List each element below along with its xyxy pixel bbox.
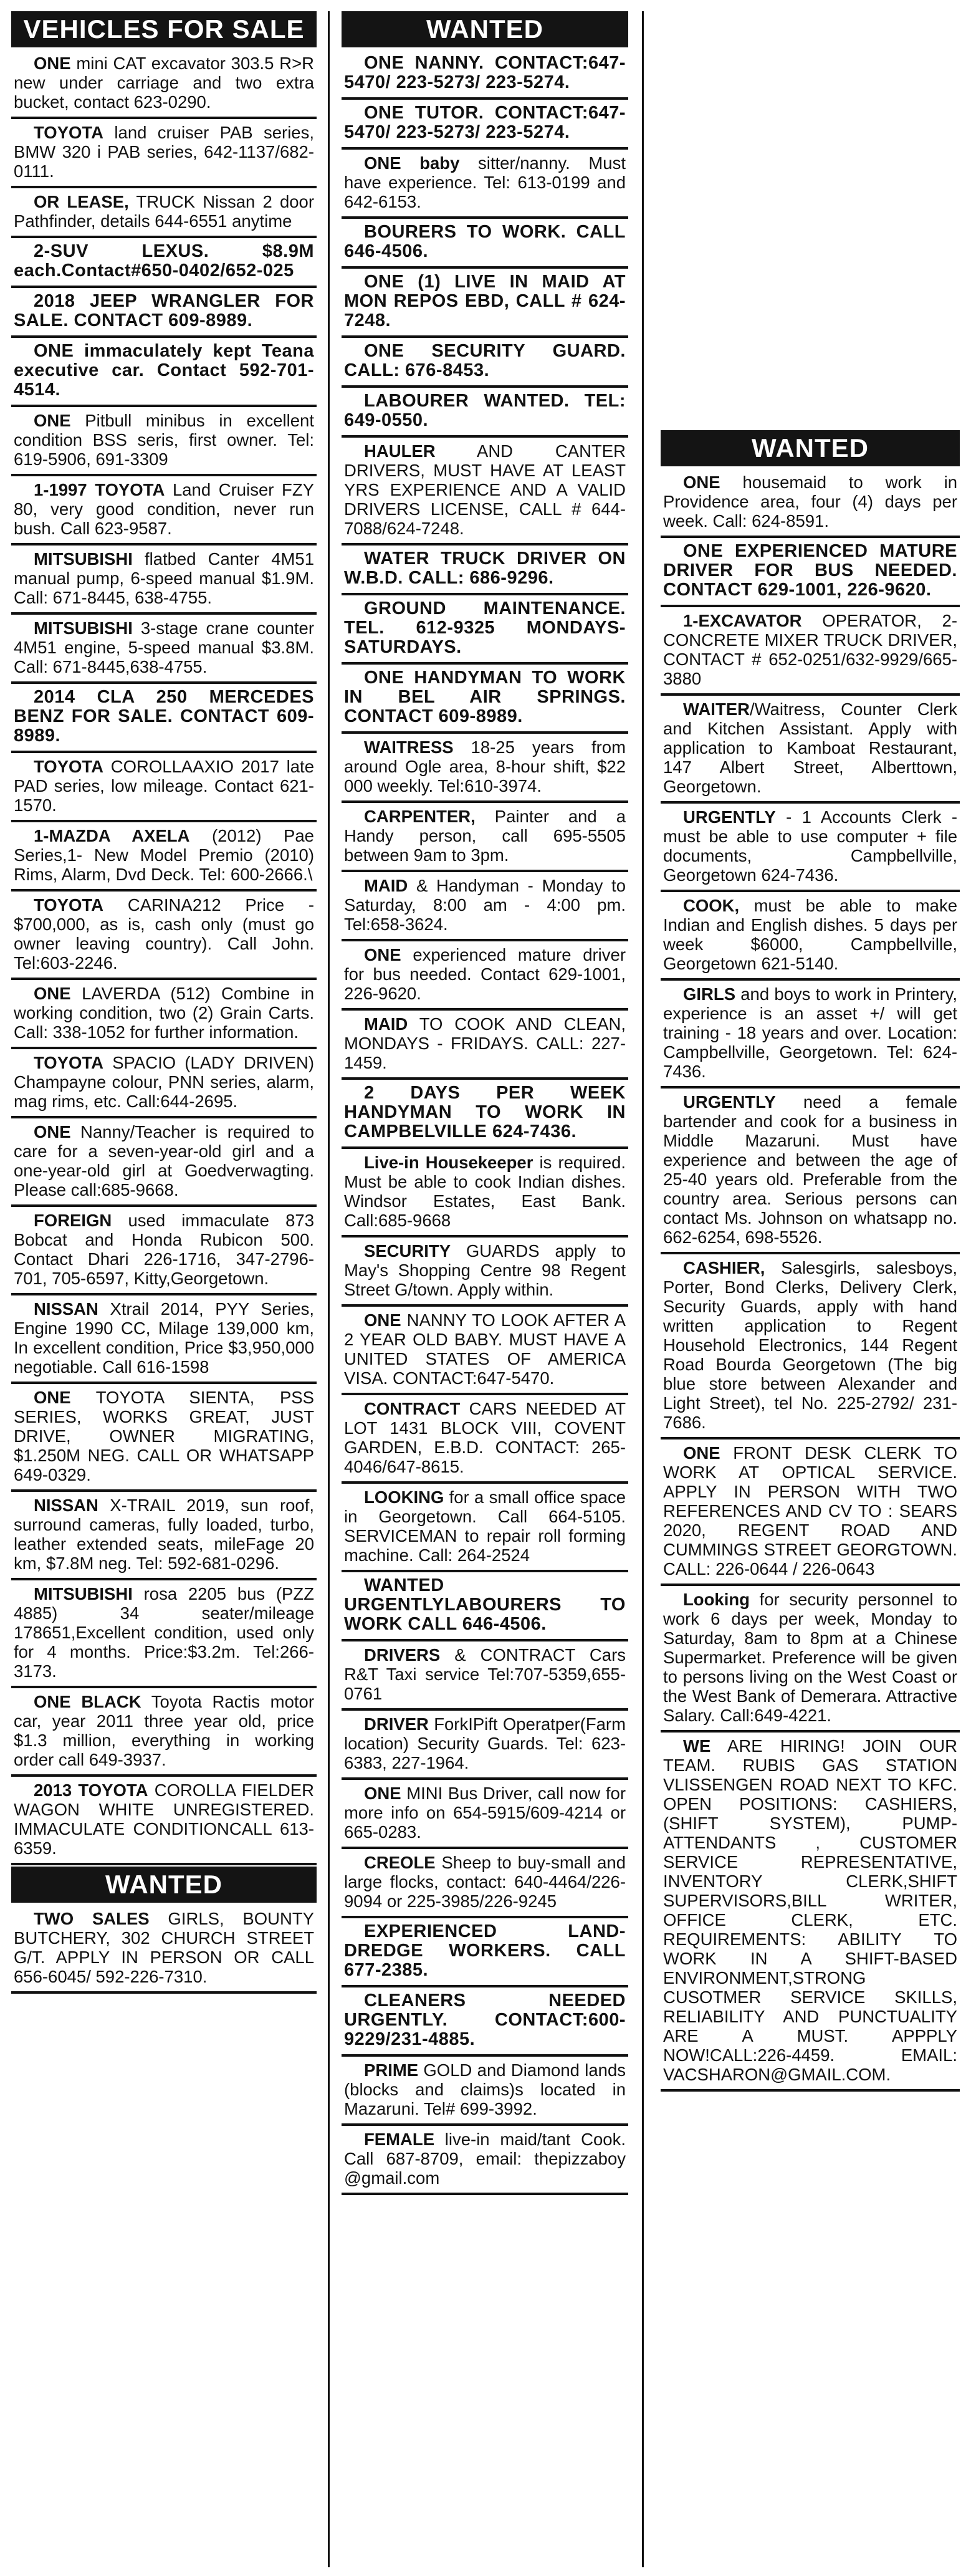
ad-body: for a small office space in Georgetown. Call 664-5105. SERVICEMAN to repair roll forming machine. Call: 264-2524 — [344, 1487, 626, 1565]
ad-lead: ONE — [34, 1122, 71, 1141]
ad-text — [344, 441, 626, 538]
classified-ad — [11, 685, 317, 753]
ad-text — [14, 192, 314, 231]
ad-lead: TOYOTA — [34, 123, 104, 142]
classified-ad — [11, 1297, 317, 1384]
ad-text — [14, 1781, 314, 1858]
ad-lead: 2-SUV LEXUS. $8.9M each.Contact#650-0402/652-025 — [14, 241, 314, 281]
classified-ad — [342, 439, 628, 545]
ad-text — [14, 549, 314, 607]
ad-lead: ONE — [683, 473, 720, 492]
ad-lead: MAID — [364, 1014, 408, 1034]
classified-ad — [342, 51, 628, 100]
ad-text — [344, 1922, 626, 1980]
ad-text — [14, 342, 314, 400]
ad-text — [344, 1014, 626, 1072]
ad-lead: URGENTLY — [683, 1092, 776, 1112]
classified-ad — [342, 2127, 628, 2195]
ad-text — [663, 542, 957, 600]
ad-body: need a female bartender and cook for a business in Middle Mazaruni. Must have experience and between the age of 25-40 years old. Preferable from the country area. Serious persons can contact Ms. Johnson on whatsapp no. 662-6254, 698-5526. — [663, 1092, 957, 1247]
ad-text — [14, 757, 314, 815]
ad-text — [14, 984, 314, 1042]
ad-lead: ONE — [683, 1443, 720, 1463]
classified-ad — [661, 470, 960, 538]
ad-body: used immaculate 873 Bobcat and Honda Rubicon 500. Contact Dhari 226-1716, 347-2796-701, 705-6597, Kitty,Georgetown. — [14, 1211, 314, 1288]
ad-lead: URGENTLY — [683, 807, 776, 827]
classified-ad — [11, 478, 317, 545]
ad-lead: COOK, — [683, 896, 740, 915]
ad-text — [663, 984, 957, 1081]
ad-lead: MITSUBISHI — [34, 1584, 133, 1603]
wanted-ad-list-1 — [11, 1906, 317, 1994]
classified-ad — [661, 1090, 960, 1254]
ad-text — [344, 876, 626, 934]
ad-lead: PRIME — [364, 2060, 419, 2080]
ad-lead: HAULER — [364, 441, 436, 461]
ad-lead: LABOURER WANTED. TEL: 649-0550. — [344, 391, 626, 430]
ad-lead: MITSUBISHI — [34, 549, 133, 569]
ad-body: Pitbull minibus in excellent condition BSS seris, first owner. Tel: 619-5906, 691-3309 — [14, 411, 314, 469]
classified-ad — [11, 239, 317, 288]
ad-body: CARS NEEDED AT LOT 1431 BLOCK VIII, COVENT GARDEN, E.B.D. CONTACT: 265-4046/647-8615. — [344, 1399, 626, 1476]
ad-body: is required. Must be able to cook Indian dishes. Windsor Estates, East Bank. Call:685-9668 — [344, 1153, 626, 1230]
classified-ad — [11, 190, 317, 238]
ad-text — [344, 1853, 626, 1911]
ad-text — [14, 1692, 314, 1769]
section-header-wanted-2: WANTED — [342, 11, 628, 47]
ad-lead: TOYOTA — [34, 1053, 104, 1072]
classified-ad — [342, 339, 628, 388]
classified-ad — [661, 1587, 960, 1733]
classified-ad — [11, 893, 317, 980]
classified-ad — [342, 1781, 628, 1849]
ad-text — [14, 618, 314, 676]
ad-lead: OR LEASE, — [34, 192, 129, 211]
ad-lead: ONE TUTOR. CONTACT:647-5470/ 223-5273/ 223-5274. — [344, 103, 626, 142]
ad-text — [344, 2130, 626, 2188]
ad-body: live-in maid/tant Cook. Call 687-8709, email: thepizzaboy @gmail.com — [344, 2130, 626, 2188]
ad-body: housemaid to work in Providence area, four (4) days per week. Call: 624-8591. — [663, 473, 957, 531]
ad-body: rosa 2205 bus (PZZ 4885) 34 seater/mileage 178651,Excellent condition, used only for 4 months. Price:$3.2m. Tel:266-3173. — [14, 1584, 314, 1681]
ad-text — [14, 123, 314, 181]
ad-body: MINI Bus Driver, call now for more info on 654-5915/609-4214 or 665-0283. — [344, 1784, 626, 1842]
ad-lead: 1-EXCAVATOR — [683, 611, 802, 630]
classified-ad — [342, 1989, 628, 2057]
classified-ad — [11, 1120, 317, 1207]
classified-ad — [661, 1734, 960, 2092]
ad-lead: CARPENTER, — [364, 807, 476, 826]
ad-body: 18-25 years from around Ogle area, 8-hour shift, $22 000 weekly. Tel:610-3974. — [344, 738, 626, 795]
ad-lead: ONE immaculately kept Teana executive car. Contact 592-701-4514. — [14, 341, 314, 400]
ad-text — [14, 1584, 314, 1681]
ad-lead: MAID — [364, 876, 408, 895]
classified-ad — [342, 804, 628, 872]
ad-lead: WAITRESS — [364, 738, 454, 757]
ad-text — [14, 411, 314, 469]
ad-lead: WATER TRUCK DRIVER ON W.B.D. CALL: 686-9296. — [344, 549, 626, 588]
ad-body: & Handyman - Monday to Saturday, 8:00 am - 4:00 pm. Tel:658-3624. — [344, 876, 626, 934]
column-divider-1 — [328, 11, 330, 2567]
ad-body: LAVERDA (512) Combine in working condition, two (2) Grain Carts. Call: 338-1052 for further information. — [14, 984, 314, 1042]
ad-text — [344, 1084, 626, 1141]
ad-body: sitter/nanny. Must have experience. Tel: 613-0199 and 642-6153. — [344, 153, 626, 211]
classified-ad — [11, 1582, 317, 1688]
ad-lead: 1-MAZDA AXELA — [34, 826, 190, 845]
classified-ad — [342, 1850, 628, 1918]
classified-ad — [661, 1256, 960, 1439]
ad-lead: FEMALE — [364, 2130, 435, 2149]
classified-ad — [342, 1712, 628, 1780]
ad-text — [14, 1122, 314, 1199]
classified-ad — [342, 943, 628, 1011]
ad-text — [344, 1310, 626, 1388]
ad-body: CARINA212 Price - $700,000, as is, cash only (must go owner leaving country). Call John. Tel:603-2246. — [14, 895, 314, 973]
ad-text — [344, 1487, 626, 1565]
wanted-column-2 — [342, 11, 628, 2196]
ad-lead: CREOLE — [364, 1853, 436, 1872]
ad-body: TO COOK AND CLEAN, MONDAYS - FRIDAYS. CALL: 227-1459. — [344, 1014, 626, 1072]
classified-ad — [661, 893, 960, 981]
classified-ad — [342, 735, 628, 803]
ad-text — [344, 54, 626, 92]
ad-lead: 2013 TOYOTA — [34, 1781, 148, 1800]
ad-text — [344, 103, 626, 142]
ad-text — [663, 1258, 957, 1432]
ad-lead: SECURITY — [364, 1241, 451, 1261]
ad-text — [14, 1053, 314, 1111]
classified-ad — [342, 597, 628, 665]
ad-text — [344, 945, 626, 1003]
ad-text — [344, 1991, 626, 2049]
ad-text — [14, 1211, 314, 1288]
classified-ad — [11, 120, 317, 188]
classified-ad — [342, 1574, 628, 1641]
ad-text — [663, 1443, 957, 1579]
ad-body: Nanny/Teacher is required to care for a seven-year-old girl and a one-year-old girl at Goedverwagting. Please call:685-9668. — [14, 1122, 314, 1199]
ad-text — [14, 242, 314, 281]
ad-lead: WE — [683, 1736, 711, 1756]
wanted-column-3 — [661, 430, 960, 2093]
ad-text — [344, 1399, 626, 1476]
classified-ad — [661, 982, 960, 1089]
wanted-ad-list-3 — [661, 470, 960, 2092]
classified-ad — [661, 608, 960, 696]
ad-body: experienced mature driver for bus needed. Contact 629-1001, 226-9620. — [344, 945, 626, 1003]
ad-text — [344, 738, 626, 795]
ad-text — [344, 272, 626, 330]
ad-body: flatbed Canter 4M51 manual pump, 6-speed manual $1.9M. Call: 671-8445, 638-4755. — [14, 549, 314, 607]
ad-text — [344, 1645, 626, 1703]
classified-ad — [342, 1308, 628, 1395]
ad-text — [663, 1092, 957, 1247]
section-header-wanted-1: WANTED — [11, 1867, 317, 1903]
ad-lead: ONE — [34, 54, 71, 73]
ad-text — [14, 292, 314, 330]
ad-text — [14, 688, 314, 746]
classified-ad — [661, 1441, 960, 1586]
ad-text — [344, 807, 626, 865]
ad-body: TRUCK Nissan 2 door Pathfinder, details 644-6551 anytime — [14, 192, 314, 231]
ad-lead: NISSAN — [34, 1299, 98, 1319]
classified-ad — [342, 1081, 628, 1149]
classified-ad — [342, 101, 628, 150]
classified-ad — [11, 1689, 317, 1777]
ad-lead: GROUND MAINTENANCE. TEL. 612-9325 MONDAYS-SATURDAYS. — [344, 598, 626, 657]
ad-lead: 2018 JEEP WRANGLER FOR SALE. CONTACT 609-8989. — [14, 291, 314, 330]
ad-body: (2012) Pae Series,1- New Model Premio (2010) Rims, Alarm, Dvd Deck. Tel: 600-2666.\ — [14, 826, 314, 884]
ad-body: for security personnel to work 6 days per week, Monday to Saturday, 8am to 8pm at a Chinese Supermarket. Preference will be given to persons living on the West Coast or the West Bank of Demerara. Attractive Salary. Call:649-4221. — [663, 1590, 957, 1725]
ad-text — [663, 896, 957, 973]
ad-text — [14, 895, 314, 973]
ad-body: & CONTRACT Cars R&T Taxi service Tel:707-5359,655-0761 — [344, 1645, 626, 1703]
column-divider-2 — [642, 11, 644, 2567]
classified-ad — [11, 408, 317, 476]
ad-text — [14, 480, 314, 538]
classified-ad — [11, 616, 317, 684]
ad-lead: TOYOTA — [34, 757, 104, 776]
ad-lead: CLEANERS NEEDED URGENTLY. CONTACT:600-9229/231-4885. — [344, 1991, 626, 2049]
classified-ad — [11, 339, 317, 407]
classified-ad — [342, 151, 628, 219]
ad-body: ARE HIRING! JOIN OUR TEAM. RUBIS GAS STATION VLISSENGEN ROAD NEXT TO KFC. OPEN POSITIONS: CASHIERS, (SHIFT SYSTEM), PUMP-ATTENDANTS , CUSTOMER SERVICE REPRESENTATIVE, INVENTORY CLERK,SHIFT SUPERVISORS,BILL WRITER, OFFICE CLERK, ETC. REQUIREMENTS: ABILITY TO WORK IN A SHIFT-BASED ENVIRONMENT,STRONG CUSOTMER SERVICE SKILLS, RELIABILITY AND PUNCTUALITY ARE A MUST. APPPLY NOW!CALL:226-4459. EMAIL: VACSHARON@GMAIL.COM. — [663, 1736, 957, 2084]
ad-text — [14, 1909, 314, 1986]
classified-ad — [342, 666, 628, 734]
classified-ad — [342, 270, 628, 338]
classified-ad — [342, 1012, 628, 1080]
ad-text — [14, 826, 314, 884]
ad-lead: ONE HANDYMAN TO WORK IN BEL AIR SPRINGS. CONTACT 609-8989. — [344, 668, 626, 726]
ad-body: /Waitress, Counter Clerk and Kitchen Assistant. Apply with application to Kamboat Restaurant, 147 Albert Street, Alberttown, Georgetown. — [663, 699, 957, 796]
classified-ad — [342, 1485, 628, 1572]
classified-ad — [342, 389, 628, 438]
ad-lead: ONE — [34, 984, 71, 1003]
ad-lead: WAITER — [683, 699, 750, 719]
ad-body: COROLLA FIELDER WAGON WHITE UNREGISTERED. IMMACULATE CONDITIONCALL 613-6359. — [14, 1781, 314, 1858]
ad-body: FRONT DESK CLERK TO WORK AT OPTICAL SERVICE. APPLY IN PERSON WITH TWO REFERENCES AND CV TO : SEARS 2020, REGENT ROAD AND CUMMINGS STREET GEORGTOWN. CALL: 226-0644 / 226-0643 — [663, 1443, 957, 1579]
ad-lead: Live-in Housekeeper — [364, 1153, 533, 1172]
ad-body: Sheep to buy-small and large flocks, contact: 640-4464/226-9094 or 225-3985/226-9245 — [344, 1853, 626, 1911]
classified-ad — [342, 547, 628, 595]
ad-body: and boys to work in Printery, experience is an asset +/ will get training - 18 years and over. Location: Campbellville, Georgetown. Tel: 624-7436. — [663, 984, 957, 1081]
ad-lead: ONE EXPERIENCED MATURE DRIVER FOR BUS NEEDED. CONTACT 629-1001, 226-9620. — [663, 541, 957, 600]
ad-body: 3-stage crane counter 4M51 engine, 5-speed manual $3.8M. Call: 671-8445,638-4755. — [14, 618, 314, 676]
ad-lead: FOREIGN — [34, 1211, 112, 1230]
classified-ad — [342, 1150, 628, 1238]
classified-ad — [11, 1208, 317, 1295]
classified-ad — [11, 289, 317, 338]
ad-lead: BOURERS TO WORK. CALL 646-4506. — [344, 222, 626, 261]
ad-body: AND CANTER DRIVERS, MUST HAVE AT LEAST YRS EXPERIENCE AND A VALID DRIVERS LICENSE, CALL # 644-7088/624-7248. — [344, 441, 626, 538]
ad-body: GOLD and Diamond lands (blocks and claims)s located in Mazaruni. Tel# 699-3992. — [344, 2060, 626, 2118]
ad-text — [344, 1576, 626, 1634]
ad-text — [344, 1241, 626, 1299]
ad-text — [663, 473, 957, 531]
ad-lead: ONE — [364, 1310, 401, 1330]
classified-ad — [342, 873, 628, 941]
classified-ad — [11, 547, 317, 615]
ad-body: X-TRAIL 2019, sun roof, surround cameras, fully loaded, turbo, leather extended seats, mileFage 20 km, $7.8M neg. Tel: 592-681-0296. — [14, 1496, 314, 1573]
ad-lead: CONTRACT — [364, 1399, 461, 1418]
ad-lead: ONE (1) LIVE IN MAID AT MON REPOS EBD, CALL # 624-7248. — [344, 272, 626, 330]
ad-text — [344, 599, 626, 657]
ad-body: Xtrail 2014, PYY Series, Engine 1990 CC, Milage 139,000 km, In excellent condition, Price $3,950,000 negotiable. Call 616-1598 — [14, 1299, 314, 1377]
ad-lead: ONE NANNY. CONTACT:647-5470/ 223-5273/ 223-5274. — [344, 53, 626, 92]
ad-body: Land Cruiser FZY 80, very good condition, never run bush. Call 623-9587. — [14, 480, 314, 538]
classified-ad — [661, 539, 960, 607]
classified-ad — [11, 1050, 317, 1118]
ad-lead: ONE — [364, 945, 401, 964]
ad-text — [14, 1299, 314, 1377]
ad-body: TOYOTA SIENTA, PSS SERIES, WORKS GREAT, JUST DRIVE, OWNER MIGRATING, $1.250M NEG. CALL OR WHATSAPP 649-0329. — [14, 1388, 314, 1484]
ad-lead: MITSUBISHI — [34, 618, 133, 638]
ad-body: COROLLAAXIO 2017 late PAD series, low mileage. Contact 621-1570. — [14, 757, 314, 815]
section-header-vehicles: VEHICLES FOR SALE — [11, 11, 317, 47]
ad-body: ForkIPift Operatper(Farm location) Security Guards. Tel: 623-6383, 227-1964. — [344, 1714, 626, 1772]
ad-text — [344, 1153, 626, 1230]
classified-ad — [11, 1906, 317, 1994]
classified-ad — [11, 1493, 317, 1580]
ad-body: GIRLS, BOUNTY BUTCHERY, 302 CHURCH STREET G/T. APPLY IN PERSON OR CALL 656-6045/ 592-226-7310. — [14, 1909, 314, 1986]
vehicles-ad-list — [11, 51, 317, 1865]
ad-lead: LOOKING — [364, 1487, 444, 1507]
classified-ad — [342, 220, 628, 269]
classified-ad — [11, 51, 317, 119]
ad-text — [344, 392, 626, 430]
classified-ad — [342, 1396, 628, 1484]
classified-ad — [11, 754, 317, 822]
classified-ad — [661, 805, 960, 892]
ad-body: Painter and a Handy person, call 695-5505 between 9am to 3pm. — [344, 807, 626, 865]
ad-lead: ONE — [34, 411, 71, 430]
ad-lead: TWO SALES — [34, 1909, 150, 1928]
ad-lead: TOYOTA — [34, 895, 104, 915]
ad-lead: ONE — [364, 1784, 401, 1803]
classified-ad — [11, 824, 317, 892]
ad-text — [14, 1496, 314, 1573]
ad-text — [663, 699, 957, 796]
classified-ad — [11, 1778, 317, 1865]
ad-body: land cruiser PAB series, BMW 320 i PAB series, 642-1137/682-0111. — [14, 123, 314, 181]
ad-lead: GIRLS — [683, 984, 736, 1004]
classified-ad — [342, 1920, 628, 1987]
classified-ad — [11, 981, 317, 1049]
ad-text — [344, 549, 626, 588]
ad-text — [14, 1388, 314, 1484]
ad-text — [663, 807, 957, 885]
classified-ad — [342, 1643, 628, 1711]
ad-text — [344, 668, 626, 726]
ad-body: Salesgirls, salesboys, Porter, Bond Clerks, Delivery Clerk, Security Guards, apply with hand written application to Regent Household Electronics, 144 Regent Road Bourda Georgetown (The big blue store between Alexander and Light Street), tel No. 225-2792/ 231-7686. — [663, 1258, 957, 1432]
ad-text — [344, 342, 626, 380]
wanted-ad-list-2 — [342, 51, 628, 2195]
ad-lead: 1-1997 TOYOTA — [34, 480, 165, 499]
ad-body: must be able to make Indian and English dishes. 5 days per week $6000, Campbellville, Georgetown 621-5140. — [663, 896, 957, 973]
ad-lead: ONE SECURITY GUARD. CALL: 676-8453. — [344, 341, 626, 380]
ad-text — [344, 2060, 626, 2118]
ad-text — [344, 223, 626, 261]
classified-ad — [11, 1385, 317, 1492]
ad-lead: WANTED URGENTLYLABOURERS TO WORK CALL 646-4506. — [344, 1575, 626, 1634]
ad-text — [663, 611, 957, 688]
ad-body: NANNY TO LOOK AFTER A 2 YEAR OLD BABY. MUST HAVE A UNITED STATES OF AMERICA VISA. CONTACT:647-5470. — [344, 1310, 626, 1388]
ad-lead: ONE baby — [364, 153, 460, 173]
ad-text — [663, 1590, 957, 1725]
ad-body: mini CAT excavator 303.5 R>R new under carriage and two extra bucket, contact 623-0290. — [14, 54, 314, 112]
ad-body: Toyota Ractis motor car, year 2011 three year old, price $1.3 million, everything in working order call 649-3937. — [14, 1692, 314, 1769]
ad-text — [344, 1784, 626, 1842]
ad-lead: NISSAN — [34, 1496, 98, 1515]
ad-lead: CASHIER, — [683, 1258, 765, 1277]
ad-text — [344, 153, 626, 211]
vehicles-column — [11, 11, 317, 1995]
ad-text — [344, 1714, 626, 1772]
ad-lead: EXPERIENCED LAND-DREDGE WORKERS. CALL 677-2385. — [344, 1921, 626, 1980]
ad-body: - 1 Accounts Clerk - must be able to use computer + file documents, Campbellville, Georgetown 624-7436. — [663, 807, 957, 885]
classified-ad — [342, 1239, 628, 1307]
section-header-wanted-3: WANTED — [661, 430, 960, 466]
classified-ad — [661, 697, 960, 804]
ad-lead: DRIVER — [364, 1714, 429, 1734]
ad-body: GUARDS apply to May's Shopping Centre 98 Regent Street G/town. Apply within. — [344, 1241, 626, 1299]
ad-text — [14, 54, 314, 112]
classified-ad — [342, 2058, 628, 2126]
ad-lead: ONE — [34, 1388, 71, 1407]
ad-lead: 2 DAYS PER WEEK HANDYMAN TO WORK IN CAMPBELVILLE 624-7436. — [344, 1083, 626, 1141]
ad-text — [663, 1736, 957, 2084]
ad-lead: 2014 CLA 250 MERCEDES BENZ FOR SALE. CONTACT 609-8989. — [14, 687, 314, 746]
ad-lead: Looking — [683, 1590, 750, 1609]
ad-lead: DRIVERS — [364, 1645, 441, 1665]
ad-body: SPACIO (LADY DRIVEN) Champayne colour, PNN series, alarm, mag rims, etc. Call:644-2695. — [14, 1053, 314, 1111]
ad-lead: ONE BLACK — [34, 1692, 141, 1711]
ad-body: OPERATOR, 2- CONCRETE MIXER TRUCK DRIVER, CONTACT # 652-0251/632-9929/665-3880 — [663, 611, 957, 688]
